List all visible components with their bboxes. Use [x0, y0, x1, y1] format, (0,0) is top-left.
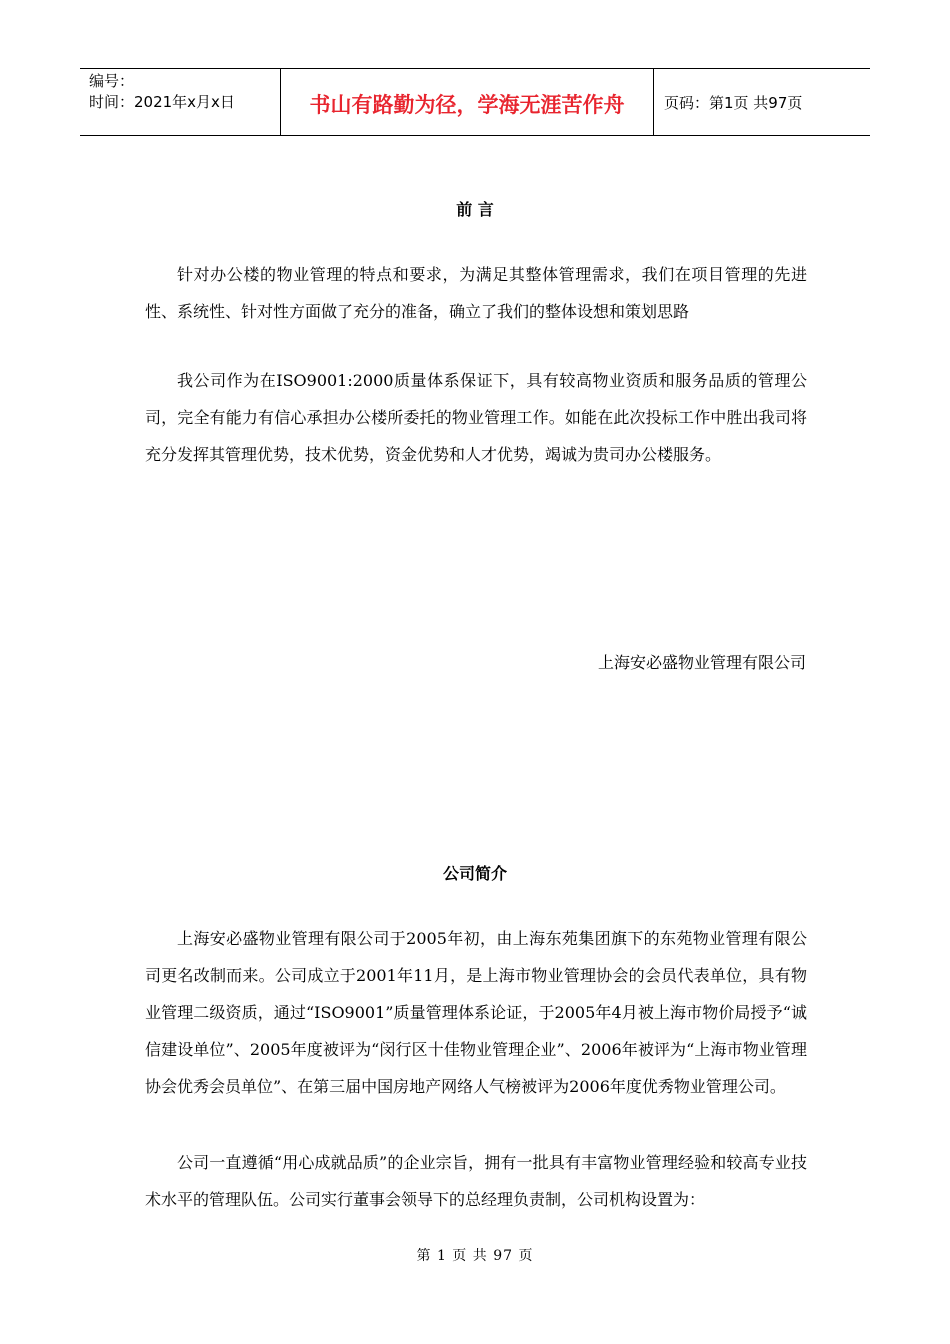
time-label: 时间：2021年x月x日 [89, 93, 235, 111]
preface-title: 前 言 [456, 200, 494, 219]
intro-title: 公司简介 [442, 864, 507, 883]
page-footer: 第 1 页 共 97 页 [416, 1248, 534, 1264]
motto-text: 书山有路勤为径，学海无涯苦作舟 [309, 93, 625, 117]
page-code: 页码：第1页 共97页 [664, 93, 803, 112]
header-page-cell [654, 69, 870, 135]
header-motto-cell [281, 69, 654, 135]
header-meta-cell [80, 69, 281, 135]
company-signature: 上海安必盛物业管理有限公司 [597, 653, 806, 672]
page-header [80, 68, 870, 136]
preface-paragraph-2: 我公司作为在ISO9001:2000质量体系保证下，具有较高物业资质和服务品质的管理公司，完全有能力有信心承担办公楼所委托的物业管理工作。如能在此次投标工作中胜出我司将充分发挥其管理优势，技术优势，资金优势和人才优势，竭诚为贵司办公楼服务。 [145, 371, 807, 464]
preface-paragraph-1: 针对办公楼的物业管理的特点和要求，为满足其整体管理需求，我们在项目管理的先进性、系统性、针对性方面做了充分的准备，确立了我们的整体设想和策划思路 [145, 265, 807, 321]
code-label: 编号： [89, 72, 135, 90]
intro-paragraph-1: 上海安必盛物业管理有限公司于2005年初，由上海东苑集团旗下的东苑物业管理有限公司更名改制而来。公司成立于2001年11月，是上海市物业管理协会的会员代表单位，具有物业管理二级资质，通过“ISO9001”质量管理体系论证，于2005年4月被上海市物价局授予“诚信建设单位”、2005年度被评为“闵行区十佳物业管理企业”、2006年被评为“上海市物业管理协会优秀会员单位”、在第三届中国房地产网络人气榜被评为2006年度优秀物业管理公司。 [145, 929, 807, 1096]
intro-paragraph-2: 公司一直遵循“用心成就品质”的企业宗旨，拥有一批具有丰富物业管理经验和较高专业技术水平的管理队伍。公司实行董事会领导下的总经理负责制，公司机构设置为： [145, 1153, 807, 1209]
